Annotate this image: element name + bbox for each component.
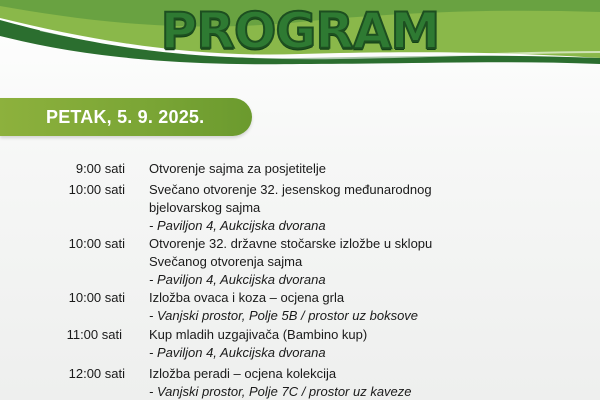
event-description (149, 181, 569, 235)
event-title-line: Otvorenje 32. državne stočarske izložbe u sklopu (149, 236, 433, 251)
event-time: 10:00 sati (68, 290, 125, 305)
day-label: PETAK, 5. 9. 2025. (46, 107, 205, 127)
event-description (149, 365, 569, 400)
event-description (149, 160, 569, 178)
event-location: - Paviljon 4, Aukcijska dvorana (149, 272, 326, 287)
event-time: 12:00 sati (68, 366, 125, 381)
event-location: - Vanjski prostor, Polje 5B / prostor uz boksove (149, 308, 419, 323)
event-title-line: Izložba ovaca i koza – ocjena grla (149, 290, 345, 305)
event-time: 10:00 sati (68, 182, 125, 197)
event-description (149, 235, 569, 289)
event-title-line: Svečanog otvorenja sajma (149, 254, 303, 269)
event-title-line: Kup mladih uzgajivača (Bambino kup) (149, 327, 368, 342)
event-location: - Vanjski prostor, Polje 7C / prostor uz kaveze (149, 384, 412, 399)
event-description (149, 289, 569, 325)
event-location: - Paviljon 4, Aukcijska dvorana (149, 345, 326, 360)
event-time: 11:00 sati (66, 327, 122, 342)
event-description (149, 326, 569, 362)
event-title-line: Svečano otvorenje 32. jesenskog međunarodnog (149, 182, 432, 197)
event-time: 10:00 sati (68, 236, 125, 251)
page-title: PROGRAM (160, 2, 440, 60)
event-title-line: Otvorenje sajma za posjetitelje (149, 161, 327, 176)
event-title-line: Izložba peradi – ocjena kolekcija (149, 366, 337, 381)
event-location: - Paviljon 4, Aukcijska dvorana (149, 218, 326, 233)
event-title-line: bjelovarskog sajma (149, 200, 261, 215)
event-time: 9:00 sati (75, 161, 125, 176)
day-banner (0, 98, 252, 136)
